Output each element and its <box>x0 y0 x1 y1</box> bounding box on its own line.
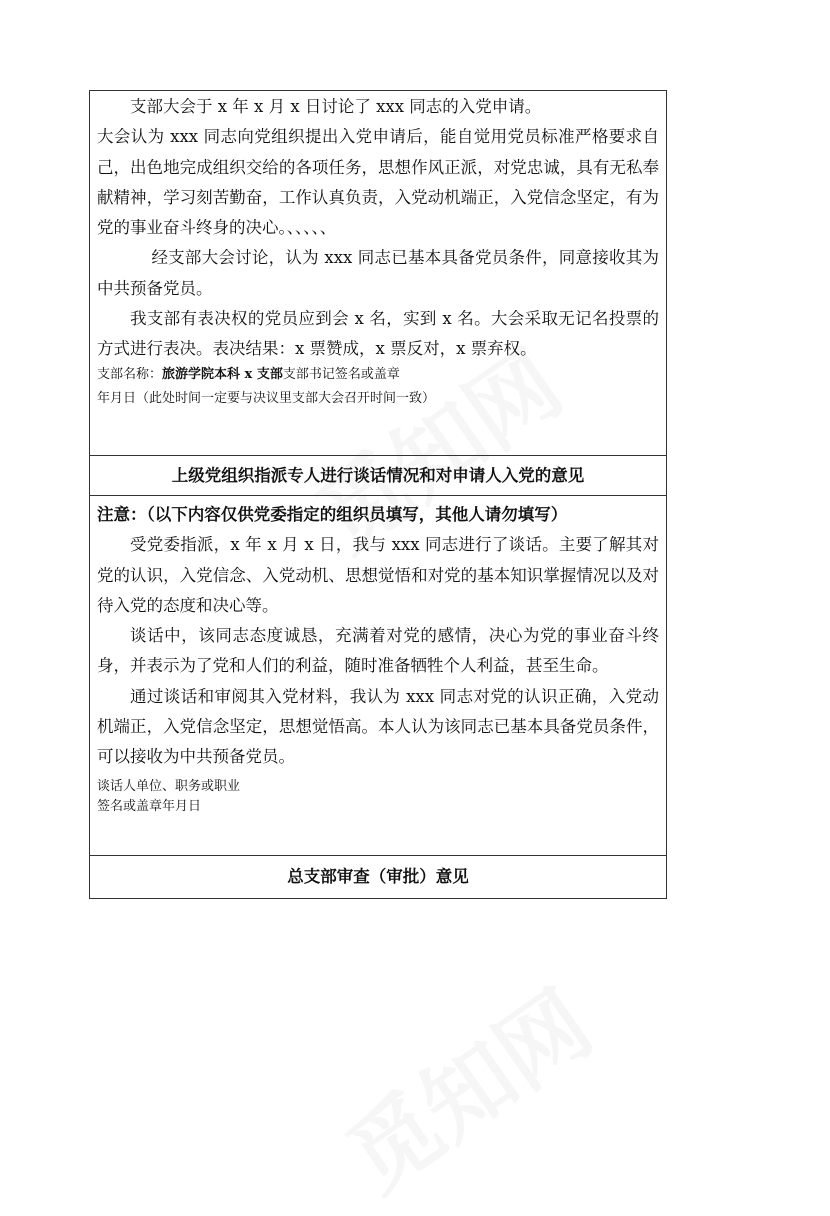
watermark <box>317 954 613 1215</box>
meeting-date-note: 年月日（此处时间一定要与决议里支部大会召开时间一致） <box>97 390 436 406</box>
vote-result-paragraph: 我支部有表决权的党员应到会 x 名，实到 x 名。大会采取无记名投票的方式进行表决。表决结果：x 票赞成，x 票反对，x 票弃权。 <box>97 309 659 359</box>
talker-unit-label: 谈话人单位、职务或职业 <box>97 778 241 794</box>
interview-note: 注意：（以下内容仅供党委指定的组织员填写，其他人请勿填写） <box>97 505 568 524</box>
branch-name-label: 支部名称： <box>97 366 163 382</box>
interview-intro-paragraph: 受党委指派，x 年 x 月 x 日，我与 xxx 同志进行了谈话。主要了解其对党的认识，入党信念、入党动机、思想觉悟和对党的基本知识掌握情况以及对待入党的态度和决心等。 <box>97 535 659 615</box>
meeting-evaluation-paragraph: 大会认为 xxx 同志向党组织提出入党申请后，能自觉用党员标准严格要求自己，出色地完成组织交给的各项任务，思想作风正派，对党忠诚，具有无私奉献精神，学习刻苦勤奋，工作认真负责，入党动机端正，入党信念坚定，有为党的事业奋斗终身的决心。、、、、、 <box>97 127 659 238</box>
interview-attitude-paragraph: 谈话中，该同志态度诚恳，充满着对党的感情，决心为党的事业奋斗终身，并表示为了党和人们的利益，随时准备牺牲个人利益，甚至生命。 <box>97 626 659 676</box>
branch-name-value: 旅游学院本科 x 支部 <box>162 366 283 382</box>
interview-section-heading: 上级党组织指派专人进行谈话情况和对申请人入党的意见 <box>90 456 667 496</box>
general-branch-review-heading: 总支部审查（审批）意见 <box>90 856 667 899</box>
branch-name-line <box>97 365 659 385</box>
form-table <box>89 90 667 899</box>
branch-meeting-cell <box>90 91 667 456</box>
meeting-decision-paragraph: 经支部大会讨论，认为 xxx 同志已基本具备党员条件，同意接收其为中共预备党员。 <box>97 248 659 298</box>
interview-conclusion-paragraph: 通过谈话和审阅其入党材料，我认为 xxx 同志对党的认识正确，入党动机端正，入党信念坚定，思想觉悟高。本人认为该同志已基本具备党员条件，可以接收为中共预备党员。 <box>97 686 659 767</box>
application-form-page <box>89 90 667 899</box>
secretary-sign-label: 支部书记签名或盖章 <box>282 366 400 382</box>
meeting-date-paragraph: 支部大会于 x 年 x 月 x 日讨论了 xxx 同志的入党申请。 <box>130 97 542 116</box>
talker-sign-date-label: 签名或盖章年月日 <box>97 798 202 814</box>
interview-cell <box>90 496 667 856</box>
